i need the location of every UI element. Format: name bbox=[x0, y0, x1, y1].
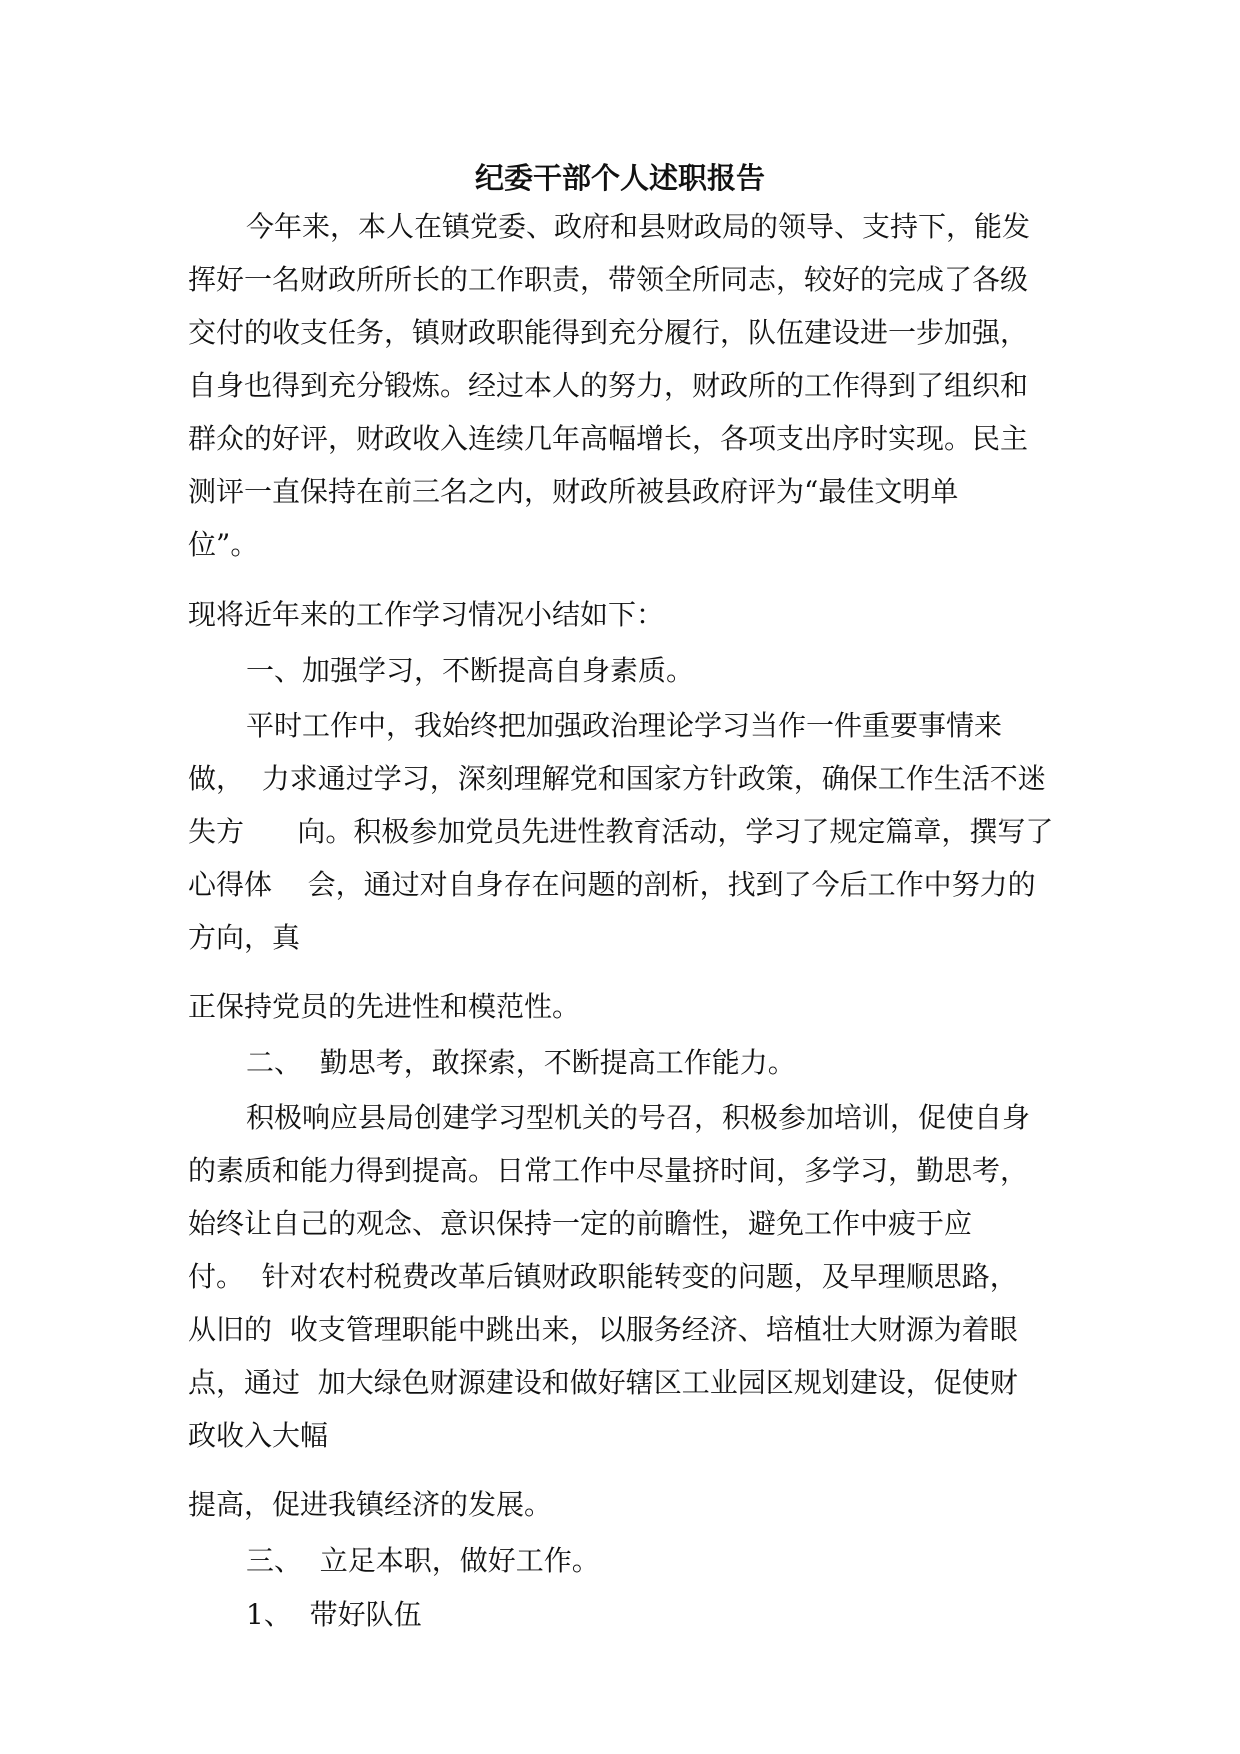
section-heading: 一、加强学习，不断提高自身素质。 bbox=[246, 654, 695, 687]
body-line: 挥好一名财政所所长的工作职责，带领全所同志，较好的完成了各级 bbox=[188, 263, 1029, 296]
body-line: 群众的好评，财政收入连续几年高幅增长，各项支出序时实现。民主 bbox=[188, 422, 1029, 455]
section-heading: 二、 勤思考，敢探索，不断提高工作能力。 bbox=[246, 1046, 796, 1079]
body-line: 交付的收支任务，镇财政职能得到充分履行，队伍建设进一步加强， bbox=[188, 316, 1029, 349]
body-line: 今年来，本人在镇党委、政府和县财政局的领导、支持下，能发 bbox=[246, 210, 1031, 243]
body-line: 提高，促进我镇经济的发展。 bbox=[188, 1488, 553, 1521]
body-line: 始终让自己的观念、意识保持一定的前瞻性，避免工作中疲于应 bbox=[188, 1207, 973, 1240]
subsection-heading: 1、 带好队伍 bbox=[246, 1598, 422, 1631]
body-line: 点，通过 加大绿色财源建设和做好辖区工业园区规划建设，促使财 bbox=[188, 1366, 1018, 1399]
body-line: 失方 向。积极参加党员先进性教育活动，学习了规定篇章，撰写了 bbox=[188, 815, 1054, 848]
body-line: 付。 针对农村税费改革后镇财政职能转变的问题，及早理顺思路， bbox=[188, 1260, 1018, 1293]
body-line: 位”。 bbox=[188, 528, 259, 561]
body-line: 方向，真 bbox=[188, 921, 301, 954]
body-line: 政收入大幅 bbox=[188, 1419, 329, 1452]
body-line: 自身也得到充分锻炼。经过本人的努力，财政所的工作得到了组织和 bbox=[188, 369, 1029, 402]
body-line: 测评一直保持在前三名之内，财政所被县政府评为“最佳文明单 bbox=[188, 475, 959, 508]
body-line: 做， 力求通过学习，深刻理解党和国家方针政策，确保工作生活不迷 bbox=[188, 762, 1046, 795]
body-line: 从旧的 收支管理职能中跳出来，以服务经济、培植壮大财源为着眼 bbox=[188, 1313, 1018, 1346]
body-line: 的素质和能力得到提高。日常工作中尽量挤时间，多学习，勤思考， bbox=[188, 1154, 1029, 1187]
body-line: 心得体 会，通过对自身存在问题的剖析，找到了今后工作中努力的 bbox=[188, 868, 1036, 901]
body-line: 平时工作中，我始终把加强政治理论学习当作一件重要事情来 bbox=[246, 709, 1003, 742]
body-line: 正保持党员的先进性和模范性。 bbox=[188, 990, 581, 1023]
body-line: 积极响应县局创建学习型机关的号召，积极参加培训，促使自身 bbox=[246, 1101, 1031, 1134]
body-line: 现将近年来的工作学习情况小结如下： bbox=[188, 598, 665, 631]
section-heading: 三、 立足本职，做好工作。 bbox=[246, 1544, 600, 1577]
document-title: 纪委干部个人述职报告 bbox=[474, 161, 765, 195]
